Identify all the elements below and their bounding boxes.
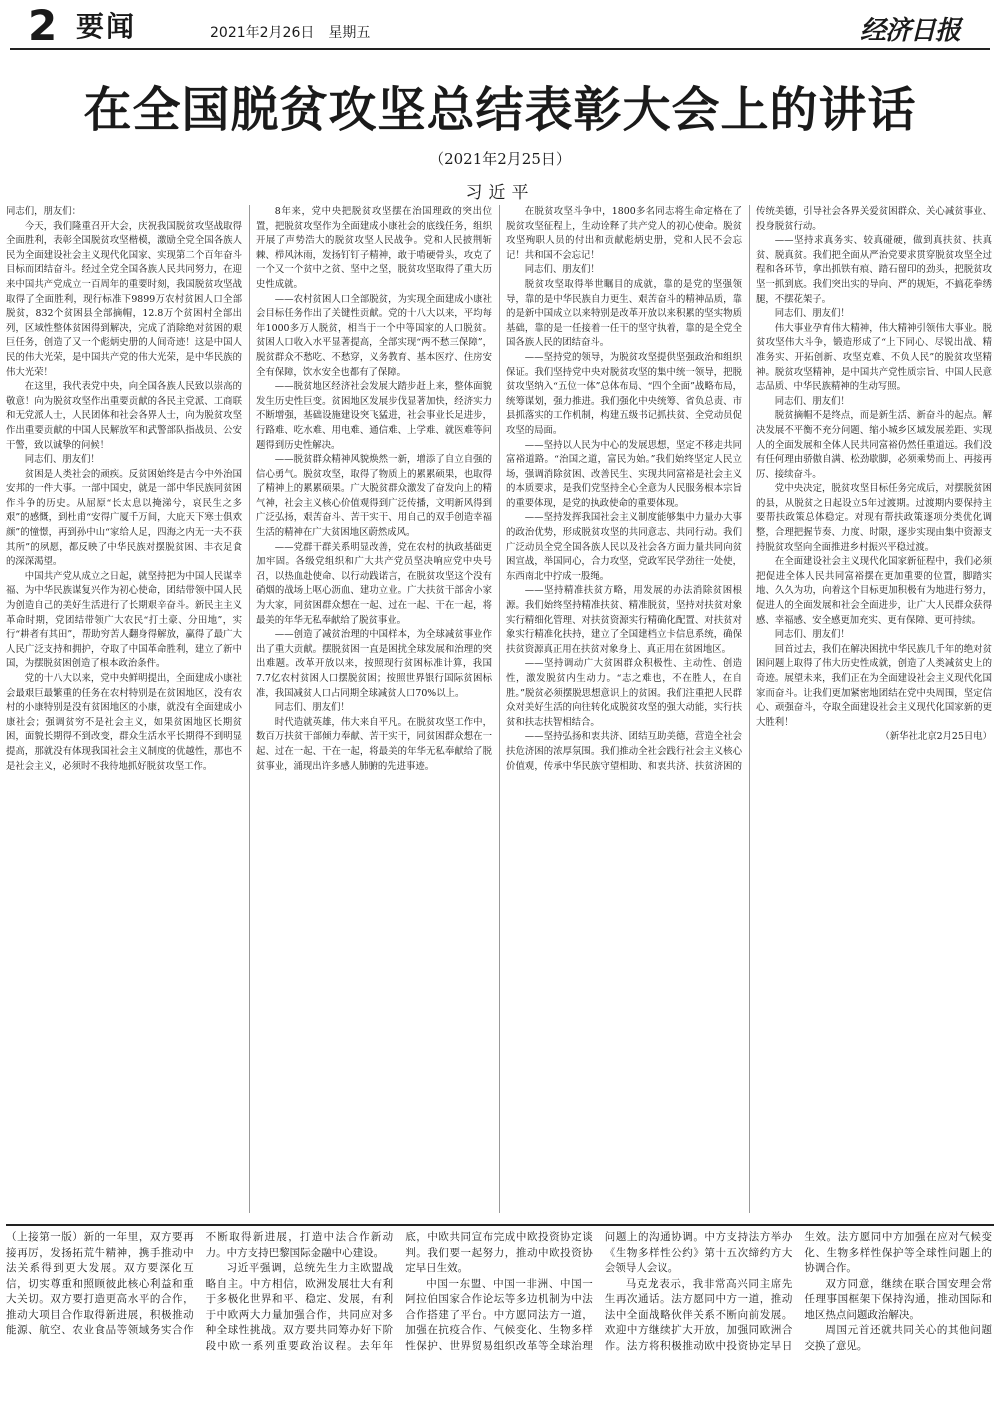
paragraph: ——坚持以人民为中心的发展思想，坚定不移走共同富裕道路。“治国之道，富民为始。”我们始终坚定人民立场，强调消除贫困、改善民生、实现共同富裕是社会主义的本质要求，是我们党坚持全心全意为人民服务根本宗旨的重要体现，是党的执政使命的重要体现。 [506,439,742,509]
news-paragraph: 双方同意，继续在联合国安理会常任理事国框架下保持沟通，推动国际和地区热点问题政治解决。 [804,1277,992,1321]
paragraph: 在这里，我代表党中央，向全国各族人民致以崇高的敬意！向为脱贫攻坚作出重要贡献的各民主党派、工商联和无党派人士，人民团体和社会各界人士，向为脱贫攻坚作出重要贡献的中国人民解放军和武警部队指战员、公安干警，致以诚挚的问候！ [6,381,242,451]
news-paragraph: 习近平强调，总统先生力主欧盟战略自主。中方相信，欧洲发展壮大有利于多极化世界和平、稳定、发展，有利于中欧两大力量加强合作，共同应对多种全球性挑战。双方要共同筹办好下阶段中欧一系列重要政治议程。去年年底，中欧共同宣布完成中欧投资协定谈判。我们要一起努力，推动中欧投资协定早日生效。 [205,1231,593,1352]
paragraph: 时代造就英雄，伟大来自平凡。在脱贫攻坚工作中，数百万扶贫干部倾力奉献、苦干实干，同贫困群众想在一起、过在一起、干在一起，将最美的年华无私奉献给了脱贫事业，涌现出许多感人肺腑的先进事迹。 [256,716,492,772]
speech-date: （2021年2月25日） [429,150,571,168]
masthead [10,1,990,50]
section-title: 要闻 [76,10,137,43]
paragraph: ——脱贫群众精神风貌焕然一新，增添了自立自强的信心勇气。脱贫攻坚，取得了物质上的累累硕果，也取得了精神上的累累硕果。广大脱贫群众激发了奋发向上的精气神，社会主义核心价值观得到广泛传播，文明新风得到广泛弘扬，艰苦奋斗、苦干实干、用自己的双手创造幸福生活的精神在广大贫困地区蔚然成风。 [256,454,492,539]
author: 习近平 [465,183,535,203]
paragraph: 同志们、朋友们！ [24,454,100,466]
paragraph: ——坚持求真务实、较真碰硬，做到真扶贫、扶真贫、脱真贫。我们把全面从严治党要求贯穿脱贫攻坚全过程和各环节，拿出抓铁有痕、踏石留印的劲头，把脱贫攻坚一抓到底。我们突出实的导向、严的规矩，不搞花拳绣腿，不摆花架子。 [756,235,992,305]
paragraph: 同志们，朋友们： [6,206,82,217]
paragraph: 同志们、朋友们！ [774,395,850,407]
paragraph: 伟大事业孕育伟大精神，伟大精神引领伟大事业。脱贫攻坚伟大斗争，锻造形成了“上下同心、尽锐出战、精准务实、开拓创新、攻坚克难、不负人民”的脱贫攻坚精神。脱贫攻坚精神，是中国共产党性质宗旨、中国人民意志品质、中华民族精神的生动写照。 [756,322,992,393]
paragraph: ——创造了减贫治理的中国样本，为全球减贫事业作出了重大贡献。摆脱贫困一直是困扰全球发展和治理的突出难题。改革开放以来，按照现行贫困标准计算，我国7.7亿农村贫困人口摆脱贫困；按照世界银行国际贫困标准，我国减贫人口占同期全球减贫人口70%以上。 [256,629,492,699]
issue-date: 2021年2月26日 星期五 [210,25,371,41]
article-body [6,205,992,1213]
news-paragraph: （上接第一版）新的一年里，双方要再接再厉，发扬拓荒牛精神，携手推动中法关系得到更大发展。双方要深化互信，切实尊重和照顾彼此核心利益和重大关切。双方要打造更高水平的合作，推动大项目合作取得新进展，积极推动能源、航空、农业食品等领域务实合作不断取得新进展，打造中法合作新动力。中方支持巴黎国际金融中心建设。 [6,1231,394,1336]
news-paragraph: 马克龙表示，我非常高兴同主席先生再次通话。法方愿同中方一道，推动法中全面战略伙伴关系不断向前发展。欢迎中方继续扩大开放，加强同欧洲合作。法方将积极推动欧中投资协定早日生效。法方愿同中方加强在应对气候变化、生物多样性保护等全球性问题上的协调合作。 [604,1231,992,1352]
paragraph: 同志们、朋友们！ [774,308,850,320]
paragraph: ——党群干群关系明显改善，党在农村的执政基础更加牢固。各级党组织和广大共产党员坚决响应党中央号召，以热血赴使命、以行动践诺言，在脱贫攻坚这个没有硝烟的战场上呕心沥血、建功立业。广大扶贫干部舍小家为大家，同贫困群众想在一起、过在一起、干在一起，将最美的年华无私奉献给了脱贫事业。 [256,541,492,626]
bottom-news-story [6,1230,992,1412]
paragraph: ——农村贫困人口全部脱贫，为实现全面建成小康社会目标任务作出了关键性贡献。党的十八大以来，平均每年1000多万人脱贫，相当于一个中等国家的人口脱贫。贫困人口收入水平显著提高，全部实现“两不愁三保障”，脱贫群众不愁吃、不愁穿，义务教育、基本医疗、住房安全有保障，饮水安全也都有了保障。 [256,293,492,378]
paragraph: 8年来，党中央把脱贫攻坚摆在治国理政的突出位置，把脱贫攻坚作为全面建成小康社会的底线任务，组织开展了声势浩大的脱贫攻坚人民战争。党和人民披荆斩棘、栉风沐雨，发扬钉钉子精神，敢于啃硬骨头，攻克了一个又一个贫中之贫、坚中之坚，脱贫攻坚取得了重大历史性成就。 [256,206,492,290]
paragraph: 中国共产党从成立之日起，就坚持把为中国人民谋幸福、为中华民族谋复兴作为初心使命，团结带领中国人民为创造自己的美好生活进行了长期艰辛奋斗。新民主主义革命时期，党团结带领广大农民“打土豪、分田地”，实行“耕者有其田”，帮助穷苦人翻身得解放，赢得了最广大人民广泛支持和拥护，夺取了中国革命胜利，建立了新中国，为摆脱贫困创造了根本政治条件。 [6,570,242,670]
paragraph: 同志们、朋友们！ [774,629,850,641]
paragraph: 党的十八大以来，党中央鲜明提出，全面建成小康社会最艰巨最繁重的任务在农村特别是在贫困地区，没有农村的小康特别是没有贫困地区的小康，就没有全面建成小康社会；强调贫穷不是社会主义，如果贫困地区长期贫困，面貌长期得不到改变，群众生活水平长期得不到明显提高，那就没有体现我国社会主义制度的优越性，那也不是社会主义，必须时不我待地抓好脱贫攻坚工作。 [6,673,242,772]
paragraph: 贫困是人类社会的顽疾。反贫困始终是古今中外治国安邦的一件大事。一部中国史，就是一部中华民族同贫困作斗争的历史。从屈原“长太息以掩涕兮，哀民生之多艰”的感慨，到杜甫“安得广厦千万间，大庇天下寒士俱欢颜”的憧憬，再到孙中山“家给人足，四海之内无一夫不获其所”的夙愿，都反映了中华民族对摆脱贫困、丰衣足食的深深渴望。 [6,468,242,568]
paragraph: ——坚持调动广大贫困群众积极性、主动性、创造性，激发脱贫内生动力。“志之难也，不在胜人，在自胜。”脱贫必须摆脱思想意识上的贫困。我们注重把人民群众对美好生活的向往转化成脱贫攻坚的强大动能，实行扶贫和扶志扶智相结合。 [506,658,742,728]
news-paragraph: 中国一东盟、中国一非洲、中国一阿拉伯国家合作论坛等多边机制为中法合作搭建了平台。中方愿同法方一道，加强在抗疫合作、气候变化、生物多样性保护、世界贸易组织改革等全球治理问题上的沟通协调。中方支持法方举办《生物多样性公约》第十五次缔约方大会领导人会议。 [405,1231,793,1352]
paragraph: 在全面建设社会主义现代化国家新征程中，我们必须把促进全体人民共同富裕摆在更加重要的位置，脚踏实地、久久为功，向着这个目标更加积极有为地进行努力，促进人的全面发展和社会全面进步，让广大人民群众获得感、幸福感、安全感更加充实、更有保障、更可持续。 [756,556,992,626]
section-divider [6,1224,994,1226]
paragraph: ——坚持精准扶贫方略，用发展的办法消除贫困根源。我们始终坚持精准扶贫、精准脱贫，坚持对扶贫对象实行精细化管理、对扶贫资源实行精确化配置、对扶贫对象实行精准化扶持，建立了全国建档立卡信息系统，确保扶贫资源真正用在扶贫对象身上、真正用在贫困地区。 [506,585,742,655]
headline: 在全国脱贫攻坚总结表彰大会上的讲话 [83,82,917,138]
newspaper-logo: 经济日报 [859,16,960,46]
paragraph: 在脱贫攻坚斗争中，1800多名同志将生命定格在了脱贫攻坚征程上，生动诠释了共产党人的初心使命。脱贫攻坚殉职人员的付出和贡献彪炳史册，党和人民不会忘记！共和国不会忘记！ [506,206,742,261]
paragraph: 同志们、朋友们！ [274,702,350,714]
page-number: 2 [28,1,58,50]
paragraph: 脱贫摘帽不是终点，而是新生活、新奋斗的起点。解决发展不平衡不充分问题、缩小城乡区域发展差距、实现人的全面发展和全体人民共同富裕仍然任重道远。我们没有任何理由骄傲自满、松劲歇脚，必须乘势而上、再接再厉、接续奋斗。 [756,410,992,480]
paragraph: 今天，我们隆重召开大会，庆祝我国脱贫攻坚战取得全面胜利，表彰全国脱贫攻坚楷模，激励全党全国各族人民为全面建设社会主义现代化国家、实现第二个百年奋斗目标而团结奋斗。经过全党全国各族人民共同努力，在迎来中国共产党成立一百周年的重要时刻，我国脱贫攻坚战取得了全面胜利，现行标准下9899万农村贫困人口全部脱贫，832个贫困县全部摘帽，12.8万个贫困村全部出列，区域性整体贫困得到解决，完成了消除绝对贫困的艰巨任务，创造了又一个彪炳史册的人间奇迹！这是中国人民的伟大光荣，是中国共产党的伟大光荣，是中华民族的伟大光荣！ [6,220,242,378]
paragraph: 同志们、朋友们！ [524,264,600,276]
paragraph: 脱贫攻坚取得举世瞩目的成就，靠的是党的坚强领导，靠的是中华民族自力更生、艰苦奋斗的精神品质，靠的是新中国成立以来特别是改革开放以来积累的坚实物质基础，靠的是一任接着一任干的坚守执着，靠的是全党全国各族人民的团结奋斗。 [506,278,742,349]
paragraph: 党中央决定，脱贫攻坚目标任务完成后，对摆脱贫困的县，从脱贫之日起设立5年过渡期。过渡期内要保持主要帮扶政策总体稳定。对现有帮扶政策逐项分类优化调整，合理把握节奏、力度、时限，逐步实现由集中资源支持脱贫攻坚向全面推进乡村振兴平稳过渡。 [756,483,992,553]
paragraph: ——坚持弘扬和衷共济、团结互助美德，营造全社会扶危济困的浓厚氛围。我们推动全社会践行社会主义核心价值观，传承中华民族守望相助、和衷共济、扶贫济困的传统美德，引导社会各界关爱贫困群众、关心减贫事业、投身脱贫行动。 [506,206,992,772]
paragraph: ——脱贫地区经济社会发展大踏步赶上来，整体面貌发生历史性巨变。贫困地区发展步伐显著加快，经济实力不断增强，基础设施建设突飞猛进，社会事业长足进步，行路难、吃水难、用电难、通信难、上学难、就医难等问题得到历史性解决。 [256,381,492,451]
byline-source: （新华社北京2月25日电） [880,731,992,743]
paragraph: ——坚持党的领导，为脱贫攻坚提供坚强政治和组织保证。我们坚持党中央对脱贫攻坚的集中统一领导，把脱贫攻坚纳入“五位一体”总体布局、“四个全面”战略布局，统筹谋划，强力推进。我们强化中央统筹、省负总责、市县抓落实的工作机制，构建五级书记抓扶贫、全党动员促攻坚的局面。 [506,351,742,436]
news-paragraph: 周国元首还就共同关心的其他问题交换了意见。 [804,1324,992,1352]
paragraph: ——坚持发挥我国社会主义制度能够集中力量办大事的政治优势，形成脱贫攻坚的共同意志、共同行动。我们广泛动员全党全国各族人民以及社会各方面力量共同向贫困宣战，举国同心，合力攻坚，党政军民学劲往一处使，东西南北中拧成一股绳。 [506,512,742,582]
paragraph: 回首过去，我们在解决困扰中华民族几千年的绝对贫困问题上取得了伟大历史性成就，创造了人类减贫史上的奇迹。展望未来，我们正在为全面建设社会主义现代化国家而奋斗。让我们更加紧密地团结在党中央周围，坚定信心、顽强奋斗，夺取全面建设社会主义现代化国家新的更大胜利！ [756,643,992,728]
